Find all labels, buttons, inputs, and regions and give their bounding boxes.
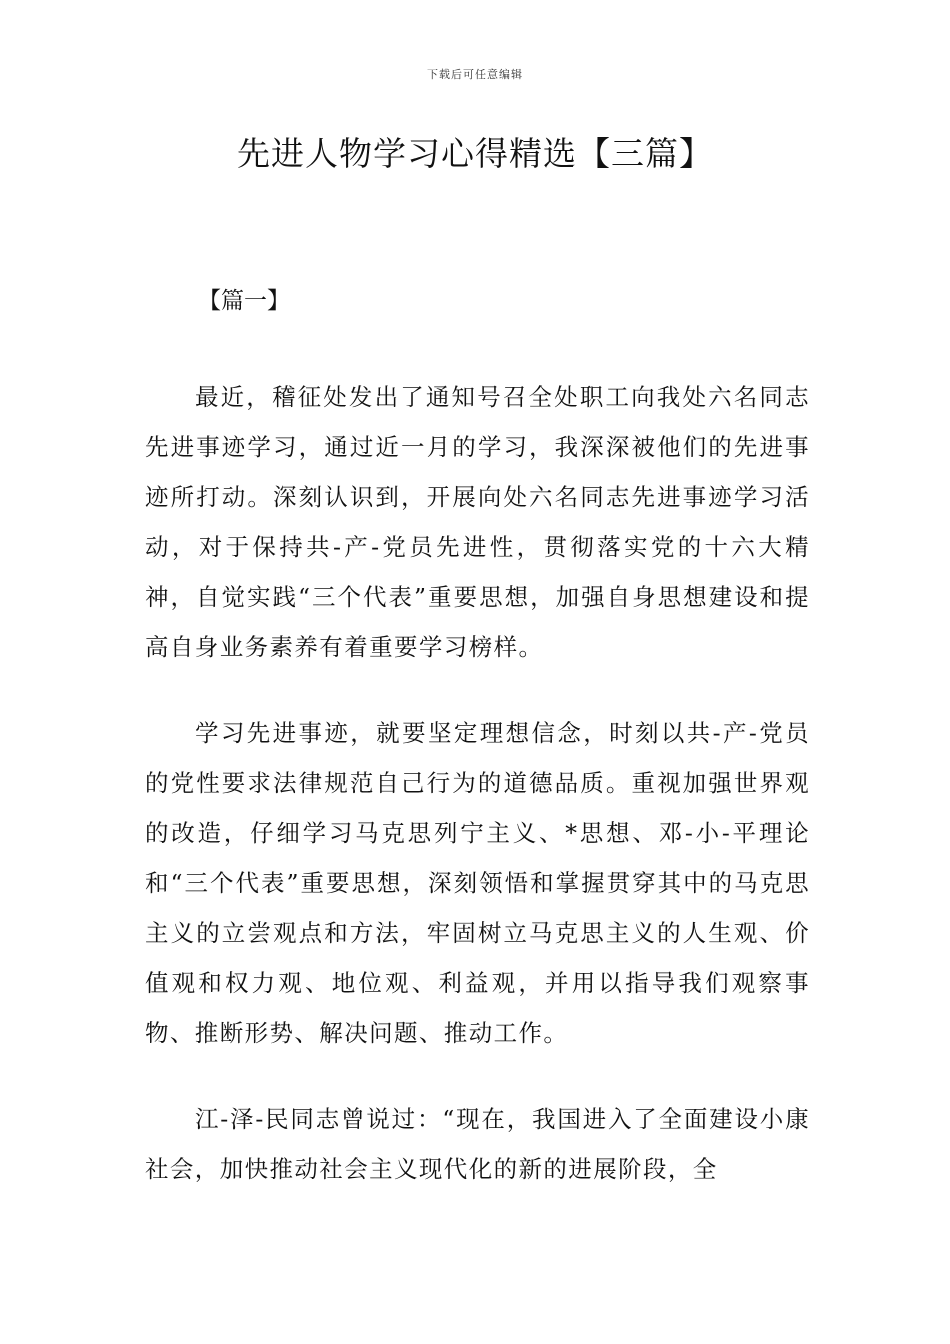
document-title: 先进人物学习心得精选【三篇】 — [237, 134, 713, 173]
section-heading: 【篇一】 — [198, 288, 290, 314]
paragraph-2: 学习先进事迹，就要坚定理想信念，时刻以共-产-党员的党性要求法律规范自己行为的道德品质。重视加强世界观的改造，仔细学习马克思列宁主义、*思想、邓-小-平理论和“三个代表”重要思想，深刻领悟和掌握贯穿其中的马克思主义的立尝观点和方法，牢固树立马克思主义的人生观、价值观和权力观、地位观、利益观，并用以指导我们观察事物、推断形势、解决问题、推动工作。 — [145, 719, 810, 1047]
document-body — [145, 372, 810, 1230]
paragraph-1: 最近，稽征处发出了通知号召全处职工向我处六名同志先进事迹学习，通过近一月的学习，我深深被他们的先进事迹所打动。深刻认识到，开展向处六名同志先进事迹学习活动，对于保持共-产-党员先进性，贯彻落实党的十六大精神，自觉实践“三个代表”重要思想，加强自身思想建设和提高自身业务素养有着重要学习榜样。 — [145, 383, 810, 661]
header-note: 下载后可任意编辑 — [427, 68, 523, 81]
paragraph-3: 江-泽-民同志曾说过：“现在，我国进入了全面建设小康社会，加快推动社会主义现代化的新的进展阶段，全 — [145, 1105, 810, 1183]
